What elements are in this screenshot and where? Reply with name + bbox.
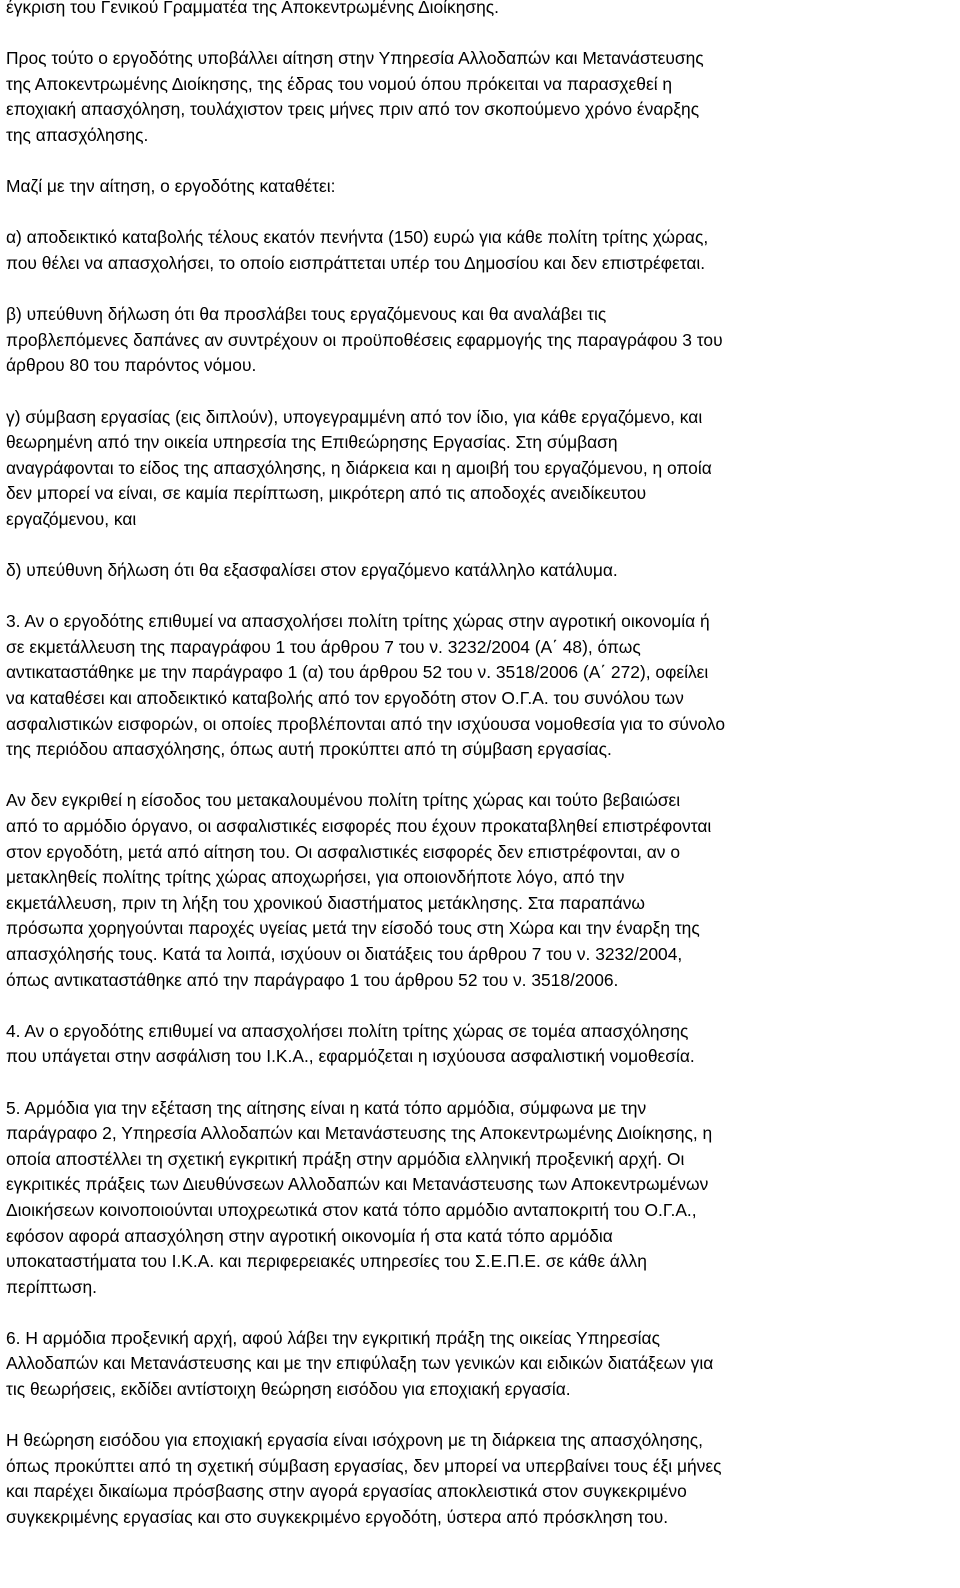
paragraph: Η θεώρηση εισόδου για εποχιακή εργασία είναι ισόχρονη με τη διάρκεια της απασχόλησης, όπως προκύπτει από τη σχετική σύμβαση εργασίας, δεν μπορεί να υπερβαίνει τους έξι μήνες και παρέχει δικαίωμα πρόσβασης στην αγορά εργασίας αποκλειστικά στον συγκεκριμένο συγκεκριμένης εργασίας και στο συγκεκριμένο εργοδότη, ύστερα από πρόσκληση του. (6, 1430, 722, 1528)
paragraph: έγκριση του Γενικού Γραμματέα της Αποκεντρωμένης Διοίκησης. (6, 0, 499, 17)
paragraph: Μαζί με την αίτηση, ο εργοδότης καταθέτει: (6, 176, 336, 197)
paragraph: Αν δεν εγκριθεί η είσοδος του μετακαλουμένου πολίτη τρίτης χώρας και τούτο βεβαιώσει από το αρμόδιο όργανο, οι ασφαλιστικές εισφορές που έχουν προκαταβληθεί επιστρέφονται στον εργοδότη, μετά από αίτηση του. Οι ασφαλιστικές εισφορές δεν επιστρέφονται, αν ο μετακληθείς πολίτης τρίτης χώρας αποχωρήσει, για οποιονδήποτε λόγο, από την εκμετάλλευση, πριν τη λήξη του χρονικού διαστήματος μετάκλησης. Στα παραπάνω πρόσωπα χορηγούνται παροχές υγείας μετά την είσοδό τους στη Χώρα και την έναρξη της απασχόλησής τους. Κατά τα λοιπά, ισχύουν οι διατάξεις του άρθρου 7 του ν. 3232/2004, όπως αντικαταστάθηκε από την παράγραφο 1 του άρθρου 52 του ν. 3518/2006. (6, 790, 712, 990)
paragraph: 5. Αρμόδια για την εξέταση της αίτησης είναι η κατά τόπο αρμόδια, σύμφωνα με την παράγραφο 2, Υπηρεσία Αλλοδαπών και Μετανάστευσης της Αποκεντρωμένης Διοίκησης, η οποία αποστέλλει τη σχετική εγκριτική πράξη στην αρμόδια ελληνική προξενική αρχή. Οι εγκριτικές πράξεις των Διευθύνσεων Αλλοδαπών και Μετανάστευσης των Αποκεντρωμένων Διοικήσεων κοινοποιούνται υποχρεωτικά στον κατά τόπο αρμόδιο ανταποκριτή του Ο.Γ.Α., εφόσον αφορά απασχόληση στην αγροτική οικονομία ή στα κατά τόπο αρμόδια υποκαταστήματα του Ι.Κ.Α. και περιφερειακές υπηρεσίες του Σ.Ε.Π.Ε. σε κάθε άλλη περίπτωση. (6, 1097, 713, 1297)
document-page (6, 0, 956, 1531)
paragraph: γ) σύμβαση εργασίας (εις διπλούν), υπογεγραμμένη από τον ίδιο, για κάθε εργαζόμενο, και θεωρημένη από την οικεία υπηρεσία της Επιθεώρησης Εργασίας. Στη σύμβαση αναγράφονται το είδος της απασχόλησης, η διάρκεια και η αμοιβή του εργαζόμενου, η οποία δεν μπορεί να είναι, σε καμία περίπτωση, μικρότερη από τις αποδοχές ανειδίκευτου εργαζόμενου, και (6, 406, 712, 529)
paragraph: 4. Αν ο εργοδότης επιθυμεί να απασχολήσει πολίτη τρίτης χώρας σε τομέα απασχόλησης που υπάγεται στην ασφάλιση του Ι.Κ.Α., εφαρμόζεται η ισχύουσα ασφαλιστική νομοθεσία. (6, 1020, 695, 1067)
paragraph: 3. Αν ο εργοδότης επιθυμεί να απασχολήσει πολίτη τρίτης χώρας στην αγροτική οικονομία ή σε εκμετάλλευση της παραγράφου 1 του άρθρου 7 του ν. 3232/2004 (Α΄ 48), όπως αντικαταστάθηκε με την παράγραφο 1 (α) του άρθρου 52 του ν. 3518/2006 (Α΄ 272), οφείλει να καταθέσει και αποδεικτικό καταβολής από τον εργοδότη στον Ο.Γ.Α. του συνόλου των ασφαλιστικών εισφορών, οι οποίες προβλέπονται από την ισχύουσα νομοθεσία για το σύνολο της περιόδου απασχόλησης, όπως αυτή προκύπτει από τη σύμβαση εργασίας. (6, 611, 725, 760)
paragraph: α) αποδεικτικό καταβολής τέλους εκατόν πενήντα (150) ευρώ για κάθε πολίτη τρίτης χώρας, που θέλει να απασχολήσει, το οποίο εισπράττεται υπέρ του Δημοσίου και δεν επιστρέφεται. (6, 227, 709, 273)
paragraph: β) υπεύθυνη δήλωση ότι θα προσλάβει τους εργαζόμενους και θα αναλάβει τις προβλεπόμενες δαπάνες αν συντρέχουν οι προϋποθέσεις εφαρμογής της παραγράφου 3 του άρθρου 80 του παρόντος νόμου. (6, 304, 723, 376)
paragraph: Προς τούτο ο εργοδότης υποβάλλει αίτηση στην Υπηρεσία Αλλοδαπών και Μετανάστευσης της Αποκεντρωμένης Διοίκησης, της έδρας του νομού όπου πρόκειται να παρασχεθεί η εποχιακή απασχόληση, τουλάχιστον τρεις μήνες πριν από τον σκοπούμενο χρόνο έναρξης της απασχόλησης. (6, 48, 704, 145)
paragraph: δ) υπεύθυνη δήλωση ότι θα εξασφαλίσει στον εργαζόμενο κατάλληλο κατάλυμα. (6, 560, 618, 581)
paragraph: 6. Η αρμόδια προξενική αρχή, αφού λάβει την εγκριτική πράξη της οικείας Υπηρεσίας Αλλοδαπών και Μετανάστευσης και με την επιφύλαξη των γενικών και ειδικών διατάξεων για τις θεωρήσεις, εκδίδει αντίστοιχη θεώρηση εισόδου για εποχιακή εργασία. (6, 1327, 714, 1400)
